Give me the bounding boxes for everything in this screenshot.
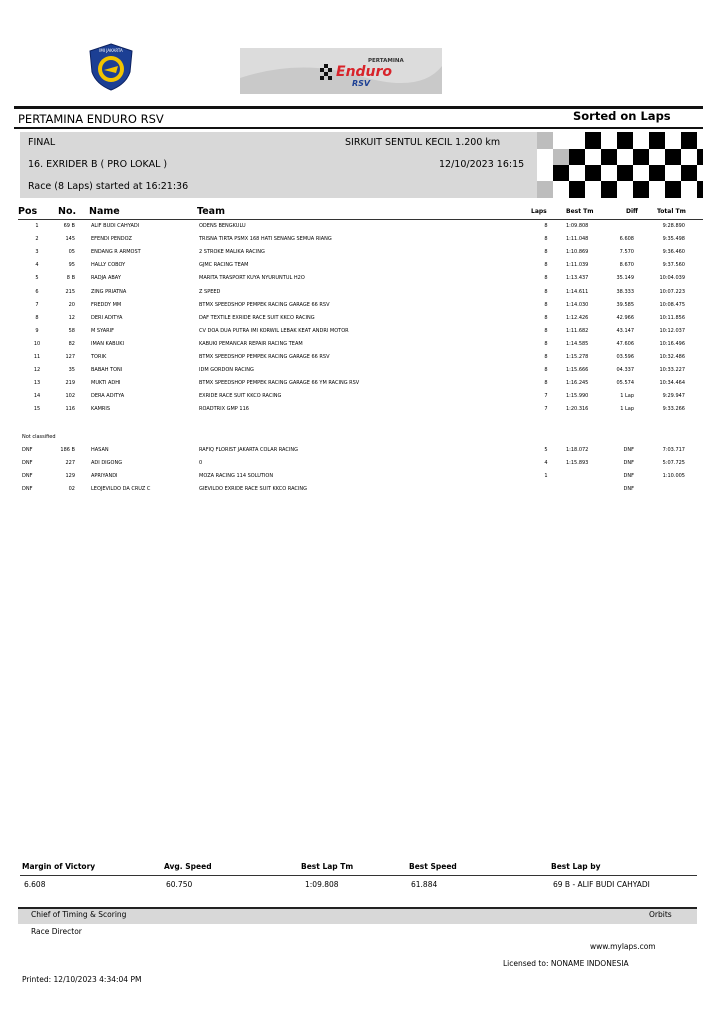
total-tm-cell: 9:36.460 (662, 249, 685, 256)
laps-cell: 8 (544, 236, 548, 243)
name-cell: FREDDY MM (91, 301, 122, 308)
pos-cell: 2 (35, 236, 39, 243)
best-tm-cell: 1:15.893 (566, 460, 589, 467)
pos-cell: 9 (35, 327, 39, 334)
avg-speed-value: 60.750 (166, 880, 193, 889)
best-tm-cell: 1:15.666 (566, 367, 589, 374)
name-cell: ZING PRIATNA (91, 288, 127, 295)
name-cell: RADJA ABAY (91, 275, 121, 282)
website-link[interactable]: www.mylaps.com (590, 942, 656, 951)
total-tm-cell: 7:03.717 (662, 447, 685, 453)
total-tm-cell: 9:29.947 (662, 393, 685, 400)
no-cell: 127 (65, 354, 75, 360)
diff-cell: DNF (623, 473, 634, 480)
best-tm-cell: 1:14.585 (566, 340, 589, 347)
laps-cell: 7 (544, 393, 548, 400)
pos-cell: 3 (35, 249, 39, 256)
team-cell: 0 (199, 460, 203, 467)
pos-cell: 11 (33, 354, 41, 360)
diff-cell: 8.670 (619, 262, 634, 269)
chief-of-timing: Chief of Timing & Scoring (31, 910, 127, 919)
diff-cell: 47.606 (616, 340, 634, 347)
best-tm-cell: 1:14.030 (566, 301, 589, 308)
col-header-no: No. (58, 206, 77, 217)
pos-cell: 8 (35, 314, 39, 321)
best-tm-cell: 1:09.808 (566, 223, 589, 229)
margin-label: Margin of Victory (22, 862, 96, 871)
laps-cell: 8 (544, 249, 548, 256)
total-tm-cell: 9:33.266 (662, 406, 685, 413)
no-cell: 69 B (63, 223, 75, 229)
total-tm-cell: 10:34.464 (659, 380, 685, 387)
col-header-team: Team (197, 206, 225, 217)
no-cell: 215 (65, 288, 75, 295)
laps-cell: 4 (544, 460, 548, 467)
best-tm-cell: 1:11.682 (566, 327, 589, 334)
no-cell: 8 B (66, 275, 75, 282)
team-cell: GJMC RACING TEAM (199, 262, 249, 269)
team-cell: CV DOA DUA PUTRA IMI KORWIL LEBAK KEAT ANDRI MOTOR (199, 327, 349, 334)
team-cell: RAFIQ FLORIST JAKARTA COLAR RACING (199, 447, 298, 453)
best-tm-cell: 1:14.611 (566, 288, 589, 295)
summary-rule (20, 875, 697, 876)
team-cell: ODENS BENGKULU (199, 223, 246, 229)
name-cell: HALLY COBOY (91, 262, 126, 269)
no-cell: 58 (68, 327, 75, 334)
logo-left-text: IMI JAKARTA (99, 48, 123, 53)
header-rule (18, 219, 703, 220)
brand-sub-text: RSV (352, 79, 371, 88)
pos-cell: DNF (22, 486, 33, 493)
laps-cell: 8 (544, 223, 548, 229)
name-cell: ENDANG R ARMOST (91, 249, 141, 256)
laps-cell: 7 (544, 406, 548, 413)
diff-cell: 03.596 (616, 354, 634, 360)
pos-cell: 7 (35, 301, 39, 308)
pos-cell: DNF (22, 473, 33, 480)
team-cell: Z SPEED (199, 288, 221, 295)
best-tm-cell: 1:15.278 (566, 354, 589, 360)
name-cell: ADI DIGONG (91, 460, 123, 467)
no-cell: 186 B (60, 447, 75, 453)
race-director: Race Director (31, 927, 82, 936)
race-datetime: 12/10/2023 16:15 (439, 159, 525, 170)
total-tm-cell: 10:33.227 (659, 367, 685, 374)
best-speed-value: 61.884 (411, 880, 438, 889)
laps-cell: 8 (544, 262, 548, 269)
laps-cell: 8 (544, 367, 548, 374)
brand-big-text: Enduro (336, 64, 393, 80)
no-cell: 02 (68, 486, 75, 493)
name-cell: EFENDI PENDOZ (91, 236, 132, 243)
best-lap-by-value: 69 B - ALIF BUDI CAHYADI (553, 880, 650, 889)
team-cell: EXRIDE RACE SUIT KKCO RACING (199, 393, 282, 400)
best-tm-cell: 1:16.245 (566, 380, 589, 387)
diff-cell: 35.149 (616, 275, 634, 282)
pos-cell: 4 (35, 262, 39, 269)
title-rule (14, 127, 703, 129)
total-tm-cell: 10:12.037 (659, 327, 685, 334)
laps-cell: 8 (544, 275, 548, 282)
pos-cell: 15 (33, 406, 41, 413)
no-cell: 102 (65, 393, 75, 400)
best-tm-cell: 1:10.869 (566, 249, 589, 256)
best-tm-cell: 1:20.316 (566, 406, 589, 413)
total-tm-cell: 1:10.005 (662, 473, 685, 480)
diff-cell: DNF (623, 486, 634, 493)
name-cell: APRIYANDI (91, 473, 118, 480)
diff-cell: 43.147 (616, 327, 634, 334)
team-cell: BTMX SPEEDSHOP PEMPEK RACING GARAGE 66 RSV (199, 301, 330, 308)
pos-cell: 10 (33, 340, 41, 347)
name-cell: LEOJEVILDO DA CRUZ C (91, 486, 151, 493)
team-cell: ROADTRIX GMP 116 (199, 406, 249, 413)
pos-cell: DNF (22, 447, 33, 453)
total-tm-cell: 9:35.498 (662, 236, 685, 243)
no-cell: 20 (68, 301, 75, 308)
team-cell: 2 STROKE MALIKA RACING (199, 249, 265, 256)
name-cell: IMAN KABUKI (91, 340, 124, 347)
no-cell: 219 (65, 380, 75, 387)
laps-cell: 8 (544, 288, 548, 295)
diff-cell: 6.608 (619, 236, 634, 243)
total-tm-cell: 9:37.560 (662, 262, 685, 269)
name-cell: TORIK (91, 354, 107, 360)
laps-cell: 8 (544, 340, 548, 347)
best-lap-by-label: Best Lap by (551, 862, 601, 871)
col-header-total-tm: Total Tm (657, 208, 686, 215)
no-cell: 12 (68, 314, 75, 321)
no-cell: 227 (65, 460, 75, 467)
best-tm-cell: 1:15.990 (566, 393, 589, 400)
best-lap-label: Best Lap Tm (301, 862, 354, 871)
no-cell: 82 (68, 340, 75, 347)
total-tm-cell: 10:16.496 (659, 340, 685, 347)
best-tm-cell: 1:18.072 (566, 447, 589, 453)
diff-cell: 7.570 (619, 249, 634, 256)
team-cell: BTMX SPEEDSHOP PEMPEK RACING GARAGE 66 YM RACING RSV (199, 380, 360, 387)
diff-cell: 05.574 (616, 380, 634, 387)
pos-cell: 6 (35, 288, 39, 295)
team-cell: IDM GORDON RACING (199, 367, 254, 374)
avg-speed-label: Avg. Speed (164, 862, 212, 871)
name-cell: DERI ADITYA (91, 314, 123, 321)
team-cell: MARITA TRASPORT KUYA NYURUNTUL H2O (199, 275, 305, 282)
name-cell: DERA ADITYA (91, 393, 125, 400)
laps-cell: 8 (544, 327, 548, 334)
team-cell: BTMX SPEEDSHOP PEMPEK RACING GARAGE 66 RSV (199, 354, 330, 360)
total-tm-cell: 10:32.486 (659, 354, 685, 360)
total-tm-cell: 5:07.725 (662, 460, 685, 467)
diff-cell: DNF (623, 447, 634, 453)
not-classified-label: Not classified (22, 434, 56, 440)
diff-cell: 38.333 (616, 288, 634, 295)
no-cell: 116 (65, 406, 75, 413)
no-cell: 35 (68, 367, 75, 374)
best-tm-cell: 1:11.039 (566, 262, 589, 269)
race-info: Race (8 Laps) started at 16:21:36 (28, 181, 189, 192)
pos-cell: 14 (33, 393, 41, 400)
no-cell: 145 (65, 236, 75, 243)
col-header-laps: Laps (531, 208, 547, 215)
laps-cell: 1 (544, 473, 548, 480)
name-cell: HASAN (91, 447, 109, 453)
laps-cell: 8 (544, 314, 548, 321)
diff-cell: 39.585 (616, 301, 634, 308)
total-tm-cell: 9:28.890 (662, 223, 685, 229)
col-header-best-tm: Best Tm (566, 208, 594, 215)
brand-small-text: PERTAMINA (368, 58, 404, 64)
licensed-to: Licensed to: NONAME INDONESIA (503, 959, 629, 968)
no-cell: 05 (68, 249, 75, 256)
total-tm-cell: 10:08.475 (659, 301, 685, 308)
col-header-name: Name (89, 206, 120, 217)
diff-cell: 42.966 (616, 314, 634, 321)
name-cell: MUKTI ADHI (91, 380, 121, 387)
name-cell: KAMRIS (91, 406, 111, 413)
total-tm-cell: 10:07.223 (659, 288, 685, 295)
no-cell: 129 (65, 473, 75, 480)
name-cell: ALIF BUDI CAHYADI (91, 223, 140, 229)
team-cell: KABUKI PEMANCAR REPAIR RACING TEAM (199, 340, 303, 347)
best-lap-value: 1:09.808 (305, 880, 339, 889)
class-name: 16. EXRIDER B ( PRO LOKAL ) (28, 159, 168, 170)
best-tm-cell: 1:12.426 (566, 314, 589, 321)
laps-cell: 8 (544, 301, 548, 308)
best-tm-cell: 1:11.048 (566, 236, 589, 243)
pos-cell: 5 (35, 275, 39, 282)
laps-cell: 8 (544, 354, 548, 360)
laps-cell: 8 (544, 380, 548, 387)
total-tm-cell: 10:11.856 (659, 314, 685, 321)
margin-value: 6.608 (24, 880, 46, 889)
pos-cell: 1 (35, 223, 39, 229)
session-name: FINAL (28, 137, 56, 148)
printed-timestamp: Printed: 12/10/2023 4:34:04 PM (22, 975, 142, 984)
team-cell: GIEVILDO EXRIDE RACE SUIT KKCO RACING (199, 486, 307, 493)
name-cell: M SYARIF (91, 327, 114, 334)
diff-cell: DNF (623, 460, 634, 467)
sorted-label: Sorted on Laps (573, 109, 671, 123)
col-header-pos: Pos (18, 206, 38, 217)
pos-cell: 12 (33, 367, 41, 374)
diff-cell: 04.337 (616, 367, 634, 374)
col-header-diff: Diff (626, 208, 638, 215)
laps-cell: 5 (544, 447, 548, 453)
circuit-name: SIRKUIT SENTUL KECIL 1.200 km (345, 137, 501, 148)
best-speed-label: Best Speed (409, 862, 457, 871)
team-cell: MOZA RACING 114 SOLUTION (199, 473, 274, 480)
pertamina-enduro-logo (240, 48, 442, 94)
diff-cell: 1 Lap (620, 406, 634, 413)
total-tm-cell: 10:04.039 (659, 275, 685, 282)
no-cell: 95 (68, 262, 75, 269)
diff-cell: 1 Lap (620, 393, 634, 400)
team-cell: TRISNA TIRTA PSMX 168 HATI SENANG SEMUA RIANG (199, 236, 332, 243)
name-cell: BABAH TONI (91, 367, 123, 374)
team-cell: DAF TEXTILE EXRIDE RACE SUIT KKCO RACING (199, 314, 315, 321)
page-title: PERTAMINA ENDURO RSV (18, 112, 164, 126)
checkered-flag-icon (537, 132, 703, 198)
imi-jakarta-logo (86, 42, 136, 92)
orbits-label: Orbits (649, 910, 672, 919)
best-tm-cell: 1:13.437 (566, 275, 589, 282)
pos-cell: 13 (33, 380, 41, 387)
pos-cell: DNF (22, 460, 33, 467)
